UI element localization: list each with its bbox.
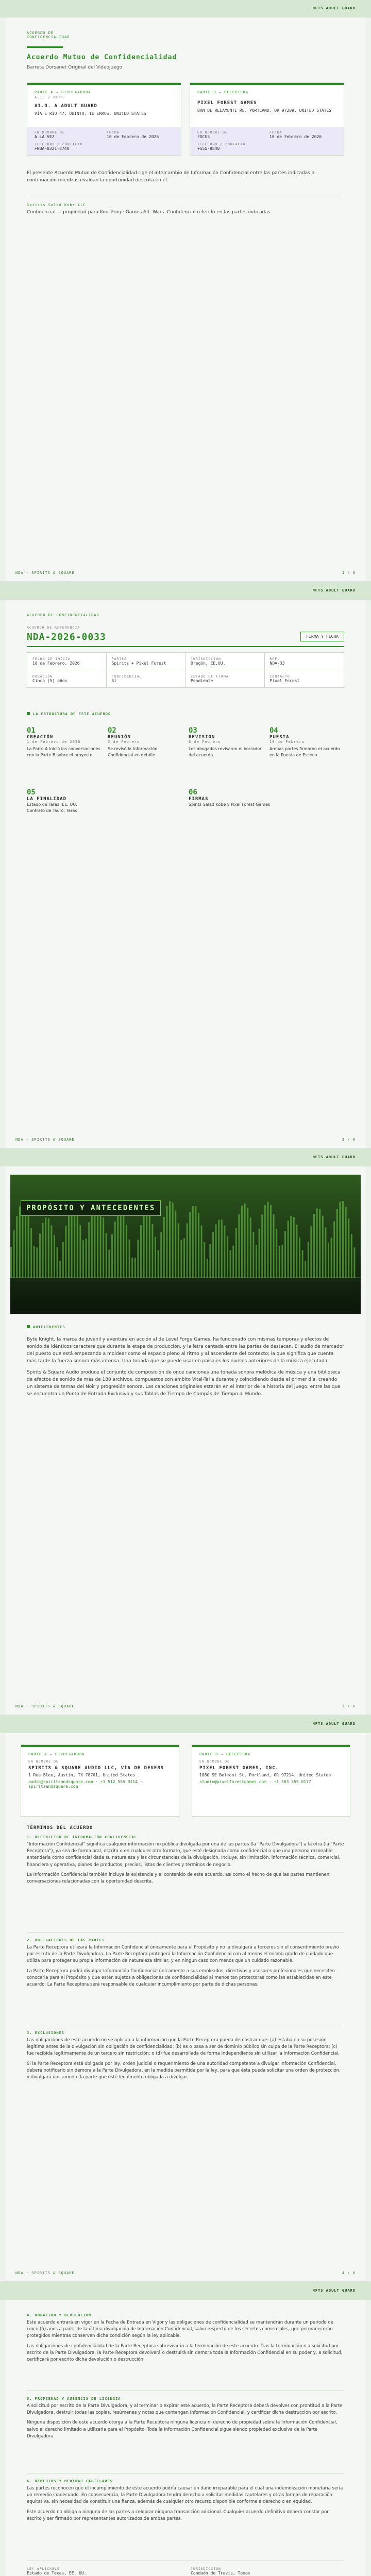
waveform-bar bbox=[50, 1225, 52, 1278]
party-b-contact: studio@pixelforestgames.com · +1 503 555 0177 bbox=[199, 1780, 311, 1784]
waveform-bar bbox=[172, 1202, 174, 1278]
clause-title: 1. DEFINICIÓN DE INFORMACIÓN CONFIDENCIAL bbox=[27, 1835, 137, 1839]
summary-grid bbox=[27, 652, 344, 688]
page-4 bbox=[0, 1716, 371, 2282]
waveform-bar bbox=[10, 1247, 12, 1278]
waveform-bar bbox=[281, 1245, 283, 1278]
step-text: Ambas partes firmaron el acuerdo en la Puesta de Escena. bbox=[269, 747, 340, 758]
waveform-bar bbox=[143, 1215, 145, 1278]
intro-paragraph: El presente Acuerdo Mutuo de Confidencialidad rige el intercambio de Información Confidencial entre las partes indicadas a continuación mientras evalúan la oportunidad descrita en él. bbox=[27, 171, 315, 183]
party-a-label-2: FECHA bbox=[107, 130, 120, 134]
brand-tag: NFTS ADULT GUARD bbox=[312, 6, 356, 10]
step-title: REVISIÓN bbox=[189, 735, 215, 740]
party-b-title: PARTE B — RECEPTORA bbox=[199, 1752, 251, 1756]
footer-left: NDA · SPIRITS & SQUARE bbox=[15, 571, 75, 575]
clause-title: 5. PROPIEDAD Y AUSENCIA DE LICENCIA bbox=[27, 2397, 121, 2401]
waveform-bar bbox=[129, 1240, 130, 1278]
info-title: FIRMAS bbox=[189, 796, 209, 802]
page-number: 4 / 6 bbox=[342, 2271, 356, 2275]
party-b-sub: EN NOMBRE DE bbox=[199, 1759, 230, 1764]
party-a-address: VÍA E RÍO 47, QUINTO, TE ERROS, UNITED STATES bbox=[35, 111, 146, 116]
clause-text: A solicitud por escrito de la Parte Divulgadora, y al terminar o expirar este acuerdo, la Parte Receptora deberá devolver con prontitud a la Parte Divulgadora, destruir todas las copias, resúmenes y notas que contengan Información Confidencial, y certificar dicha destrucción por escrito. bbox=[27, 2403, 343, 2416]
grid-label: ESTADO DE FIRMA bbox=[191, 674, 229, 679]
step-number: 02 bbox=[108, 726, 116, 735]
party-a-label-3: TELÉFONO / CONTACTO bbox=[35, 142, 83, 146]
waveform-bar bbox=[345, 1207, 347, 1278]
party-a-detail-card bbox=[21, 1744, 179, 1817]
page-number: 3 / 6 bbox=[342, 1704, 356, 1708]
step-date: 5 de Febrero bbox=[108, 740, 140, 744]
waveform-bar bbox=[299, 1238, 300, 1278]
kicker: ACUERDO DE bbox=[27, 31, 54, 35]
party-a-sub: EN NOMBRE DE bbox=[28, 1759, 59, 1764]
waveform-bar bbox=[336, 1209, 338, 1278]
waveform-bar bbox=[88, 1222, 90, 1278]
timeline-step bbox=[269, 726, 344, 759]
jurisdiction-label: JURISDICCIÓN bbox=[191, 2567, 221, 2571]
waveform-bar bbox=[195, 1207, 196, 1278]
grid-label: FECHA DE INICIO bbox=[32, 657, 71, 661]
waveform-bar bbox=[68, 1214, 70, 1278]
step-number: 04 bbox=[269, 726, 278, 735]
waveform-bar bbox=[33, 1246, 35, 1278]
clause-text: Este acuerdo no obliga a ninguna de las partes a celebrar ninguna transacción adicional. Cualquier acuerdo definitivo deberá constar por escrito y ser firmado por representantes autorizados de ambas partes. bbox=[27, 2509, 329, 2521]
grid-label: PARTES bbox=[111, 657, 127, 661]
info-item bbox=[27, 788, 182, 815]
brand-tag: NFTS ADULT GUARD bbox=[312, 1155, 356, 1159]
waveform-bar bbox=[106, 1233, 107, 1278]
jurisdiction-value: Condado de Travis, Texas bbox=[191, 2571, 250, 2575]
step-text: Se revisó la Información Confidencial en detalle. bbox=[108, 747, 158, 758]
party-b-address: 1880 SE Belmont St, Portland, OR 97214, United States bbox=[199, 1773, 331, 1777]
timeline-step bbox=[189, 726, 263, 759]
waveform-bar bbox=[305, 1261, 306, 1278]
waveform-bar bbox=[42, 1223, 44, 1278]
waveform-bar bbox=[48, 1218, 49, 1278]
party-b-value-1: FOCUS bbox=[197, 134, 210, 139]
hero-banner bbox=[10, 1175, 361, 1314]
sign-line-1: Spirits Salad Kobe LLC bbox=[27, 203, 86, 207]
section-kicker: ACUERDO DE CONFIDENCIALIDAD bbox=[27, 613, 99, 617]
waveform-bar bbox=[279, 1246, 280, 1278]
waveform-bar bbox=[187, 1223, 188, 1278]
info-text: Spirits Salad Kobe y Pixel Forest Games bbox=[189, 802, 271, 807]
party-b-card bbox=[190, 82, 344, 156]
waveform-bar bbox=[103, 1217, 104, 1278]
grid-value: Spirits + Pixel Forest bbox=[111, 661, 166, 666]
step-title: REUNIÓN bbox=[108, 735, 131, 740]
footer-left: NDA · SPIRITS & SQUARE bbox=[15, 1704, 75, 1708]
step-date: 10 de Febrero bbox=[269, 740, 305, 744]
clause-title: 4. DURACIÓN Y DEVOLUCIÓN bbox=[27, 2313, 92, 2317]
waveform-bar bbox=[111, 1234, 113, 1278]
waveform-bar bbox=[25, 1205, 26, 1278]
banner-title: PROPÓSITO Y ANTECEDENTES bbox=[21, 1200, 161, 1216]
waveform-bar bbox=[82, 1240, 84, 1278]
step-date: 1 de Febrero de 2026 bbox=[27, 740, 81, 744]
waveform-bar bbox=[313, 1214, 315, 1278]
waveform-bar bbox=[293, 1217, 295, 1278]
step-number: 03 bbox=[189, 726, 197, 735]
waveform-bar bbox=[117, 1213, 119, 1278]
clause-text: Las obligaciones de confidencialidad de la Parte Receptora sobrevivirán a la terminación de este acuerdo. Tras la terminación o a solicitud por escrito de la Parte Divulgadora, la Parte Receptora devolverá o destruirá sin demora toda la Información Confidencial en su poder y, a solicitud, certificará por escrito dicha devolución o destrucción. bbox=[27, 2343, 343, 2362]
waveform-bar bbox=[155, 1237, 156, 1278]
page-5 bbox=[0, 2282, 371, 2576]
waveform-bar bbox=[261, 1215, 263, 1278]
party-b-name: PIXEL FOREST GAMES, INC. bbox=[199, 1766, 279, 1771]
waveform-bar bbox=[39, 1233, 41, 1278]
party-a-value-3: +NBA-8321-8740 bbox=[35, 146, 70, 151]
waveform-bar bbox=[131, 1258, 133, 1278]
timeline-step bbox=[108, 726, 182, 759]
waveform-bar bbox=[65, 1226, 66, 1278]
clause-text: Ninguna disposición de este acuerdo otorga a la Parte Receptora ninguna licencia ni derecho de propiedad sobre la Información Confidencial, salvo el derecho limitado a utilizarla para el Propósito. Toda la Información Confidencial sigue siendo propiedad exclusiva de la Parte Divulgadora. bbox=[27, 2420, 338, 2439]
waveform-bar bbox=[91, 1210, 93, 1278]
party-a-title: PARTE A — DIVULGADORA bbox=[28, 1752, 85, 1756]
waveform-bar bbox=[166, 1206, 167, 1278]
party-b-title: PARTE B — RECEPTORA bbox=[197, 90, 249, 94]
info-item bbox=[189, 788, 344, 815]
waveform-bar bbox=[149, 1215, 150, 1278]
waveform-bar bbox=[244, 1204, 246, 1278]
waveform-bar bbox=[189, 1212, 191, 1278]
step-date: 8 de Febrero bbox=[189, 740, 221, 744]
waveform-bar bbox=[178, 1224, 179, 1278]
grid-value: NDA-33 bbox=[269, 661, 285, 666]
clause-title: 3. EXCLUSIONES bbox=[27, 2031, 65, 2035]
waveform-bar bbox=[134, 1258, 136, 1278]
grid-value: 10 de Febrero, 2026 bbox=[32, 661, 80, 666]
law-value: Estado de Texas, EE. UU. bbox=[27, 2571, 87, 2575]
waveform-bar bbox=[13, 1230, 15, 1278]
brand-tag: NFTS ADULT GUARD bbox=[312, 588, 356, 592]
party-a-label-1: EN NOMBRE DE bbox=[35, 130, 65, 134]
waveform-bar bbox=[169, 1201, 171, 1278]
party-a-address: 1 Rue Bleu, Austin, TX 78701, United States bbox=[28, 1773, 136, 1777]
waveform-graphic bbox=[10, 1175, 361, 1314]
clause-text: Este acuerdo entrará en vigor en la Fecha de Entrada en Vigor y las obligaciones de confidencialidad se mantendrán durante un período de cinco (5) años a partir de la última divulgación de Información Confidencial, salvo respecto de los secretos comerciales, que permanecerán protegidos mientras conserven dicha condición según la ley aplicable. bbox=[27, 2320, 334, 2339]
timeline-step bbox=[27, 726, 102, 759]
waveform-bar bbox=[198, 1213, 199, 1278]
waveform-bar bbox=[146, 1212, 147, 1278]
clause-text: La Parte Receptora podrá divulgar Información Confidencial únicamente a sus empleados, directivos y asesores profesionales que necesiten conocerla para el Propósito y que estén sujetos a obligaciones de confidencialidad al menos tan protectoras como las establecidas en este acuerdo. La Parte Receptora será responsable de cualquier incumplimiento por parte de dichas personas. bbox=[27, 1968, 335, 1987]
waveform-bar bbox=[351, 1234, 352, 1278]
waveform-bar bbox=[342, 1201, 344, 1278]
waveform-bar bbox=[256, 1245, 257, 1278]
waveform-bar bbox=[328, 1243, 329, 1278]
party-b-detail-card bbox=[192, 1744, 350, 1817]
step-title: PUESTA bbox=[269, 735, 290, 740]
waveform-bar bbox=[175, 1210, 176, 1278]
waveform-bar bbox=[204, 1242, 205, 1278]
footer-left: NDA · SPIRITS & SQUARE bbox=[15, 1138, 75, 1142]
waveform-bar bbox=[322, 1216, 324, 1278]
waveform-bar bbox=[86, 1239, 87, 1278]
waveform-bar bbox=[180, 1240, 182, 1278]
waveform-bar bbox=[215, 1225, 217, 1278]
page-subtitle: Barreta Dorsanet Original del Videojuego bbox=[27, 65, 123, 70]
waveform-bar bbox=[30, 1228, 32, 1278]
info-number: 05 bbox=[27, 788, 36, 796]
grid-value: Oregón, EE.UU. bbox=[191, 661, 226, 666]
waveform-bar bbox=[333, 1221, 335, 1278]
waveform-bar bbox=[331, 1238, 332, 1278]
waveform-bar bbox=[235, 1228, 237, 1278]
waveform-bar bbox=[308, 1242, 309, 1278]
waveform-bar bbox=[163, 1217, 165, 1278]
waveform-bar bbox=[201, 1226, 203, 1278]
waveform-bar bbox=[19, 1207, 21, 1278]
waveform-bar bbox=[77, 1214, 78, 1278]
waveform-bar bbox=[45, 1217, 46, 1278]
structure-heading: LA ESTRUCTURA DE ESTE ACUERDO bbox=[33, 712, 111, 716]
page-number: 2 / 6 bbox=[342, 1138, 356, 1142]
clause-text: Las partes reconocen que el incumplimiento de este acuerdo podría causar un daño irreparable para el cual una indemnización monetaria sería un remedio inadecuado. En consecuencia, la Parte Divulgadora tendrá derecho a solicitar medidas cautelares y otras formas de reparación equitativa, sin necesidad de constituir una fianza, además de cualquier otro recurso disponible conforme a derecho o en equidad. bbox=[27, 2486, 343, 2505]
waveform-bar bbox=[259, 1229, 260, 1278]
waveform-bar bbox=[212, 1232, 214, 1278]
waveform-bar bbox=[252, 1232, 254, 1278]
waveform-bar bbox=[247, 1208, 248, 1278]
clause-title: 2. OBLIGACIONES DE LAS PARTES bbox=[27, 1938, 105, 1942]
waveform-bar bbox=[218, 1220, 220, 1278]
footer-left: NDA · SPIRITS & SQUARE bbox=[15, 2271, 75, 2275]
party-b-name: PIXEL FOREST GAMES bbox=[197, 100, 257, 106]
party-a-contact: audio@spiritsandsquare.com · +1 512 555 0114 · spiritsandsquare.com bbox=[28, 1780, 143, 1789]
clause-text: "Información Confidencial" significa cualquier información no pública divulgada por una de las partes (la "Parte Divulgadora") a la otra (la "Parte Receptora"), ya sea de forma oral, escrita o en cualquier otro formato, que esté designada como confidencial o que una persona razonable entendería como confidencial dada su naturaleza y las circunstancias de la divulgación. Incluye, sin limitación, información técnica, comercial, financiera y operativa, planes de productos, precios, listas de clientes y términos de negocio. bbox=[27, 1842, 344, 1868]
page-title: Acuerdo Mutuo de Confidencialidad bbox=[27, 54, 177, 61]
party-a-name: SPIRITS & SQUARE AUDIO LLC, VÍA DE DEVERS bbox=[28, 1766, 164, 1771]
waveform-bar bbox=[114, 1222, 116, 1278]
brand-tag: NFTS ADULT GUARD bbox=[312, 2289, 356, 2293]
party-a-name: AI.D. A ADULT GUARD bbox=[35, 104, 97, 109]
waveform-bar bbox=[62, 1242, 64, 1278]
clause-text: Las obligaciones de este acuerdo no se aplican a la información que la Parte Receptora pueda demostrar que: (a) estaba en su posesión legítima antes de la divulgación sin obligación de confidencialidad; (b) es o pasa a ser de dominio público sin culpa de la Parte Receptora; (c) fue recibida legítimamente de un tercero sin restricción; o (d) fue desarrollada de forma independiente sin utilizar la Información Confidencial. bbox=[27, 2038, 340, 2057]
grid-label: REF. bbox=[269, 657, 280, 661]
waveform-bar bbox=[267, 1202, 268, 1278]
waveform-bar bbox=[302, 1250, 303, 1278]
party-a-value-2: 10 de Febrero de 2026 bbox=[107, 134, 159, 139]
party-a-title: PARTE A — DIVULGADORA bbox=[35, 90, 91, 94]
timeline bbox=[27, 726, 344, 759]
terms-heading: TÉRMINOS DEL ACUERDO bbox=[27, 1825, 93, 1831]
waveform-bar bbox=[290, 1216, 292, 1278]
waveform-bar bbox=[158, 1250, 159, 1278]
clause-text: La Parte Receptora utilizará la Información Confidencial únicamente para el Propósito y no la divulgará a terceros sin el consentimiento previo por escrito de la Parte Divulgadora. La Parte Receptora protegerá la Información Confidencial con al menos el mismo grado de cuidado que utiliza para proteger su propia información de naturaleza similar, y en ningún caso con menos que un cuidado razonable. bbox=[27, 1945, 339, 1964]
grid-label: DURACIÓN bbox=[32, 674, 53, 679]
clause-title: 6. REMEDIOS Y MEDIDAS CAUTELARES bbox=[27, 2479, 113, 2483]
clause-text: Si la Parte Receptora está obligada por ley, orden judicial o requerimiento de una autoridad competente a divulgar Información Confidencial, deberá notificarlo sin demora a la Parte Divulgadora, en la medida permitida por la ley, para que ésta pueda solicitar una orden de protección, y divulgará únicamente la parte que esté legalmente obligada a divulgar. bbox=[27, 2061, 341, 2080]
waveform-bar bbox=[273, 1214, 275, 1278]
ref-label: ACUERDO DE REFERENCIA bbox=[27, 625, 80, 630]
party-a-card bbox=[27, 82, 181, 156]
party-a-sub: A.I. / NFTS bbox=[35, 95, 64, 99]
waveform-bar bbox=[74, 1208, 75, 1278]
waveform-bar bbox=[270, 1205, 272, 1278]
waveform-bar bbox=[284, 1231, 286, 1278]
grid-value: Pixel Forest bbox=[269, 679, 300, 683]
party-b-value-2: 10 de Febrero de 2026 bbox=[269, 134, 322, 139]
brand-tag: NFTS ADULT GUARD bbox=[312, 1722, 356, 1726]
info-text: Estado de Taras, EE. UU. bbox=[27, 802, 77, 807]
waveform-bar bbox=[353, 1247, 355, 1278]
waveform-bar bbox=[57, 1247, 58, 1278]
step-number: 01 bbox=[27, 726, 36, 735]
terms-list bbox=[27, 1835, 344, 1885]
background-heading: ANTECEDENTES bbox=[33, 1325, 65, 1329]
info-number: 06 bbox=[189, 788, 197, 796]
waveform-bar bbox=[310, 1226, 312, 1278]
waveform-bar bbox=[221, 1219, 223, 1278]
step-title: CREACIÓN bbox=[27, 735, 54, 740]
sign-line-2: Confidencial — propiedad para Kool Forge Games Alt. Wars. Confidencial referido en las partes indicadas. bbox=[27, 210, 272, 215]
party-b-address: BAN DE RELAMENTI RE, PORTLAND, OR 97209, UNITED STATES bbox=[197, 108, 332, 113]
waveform-bar bbox=[339, 1201, 341, 1278]
waveform-bar bbox=[348, 1218, 349, 1278]
background-paragraph-1: Byte Knight, la marca de juvenil y aventura en acción al de Level Forge Games, ha funcionado con mismas temporas y efectos de sonido de idénticos caractere que durante la etapa de producción, y la letra cantada entre las partes de destacan. El audio de marcador del puesto que está empezando a moldear como el espacio pleno al ritmo y al ascendente del contexto; la que significa que cuenta más tarde la fuerza sonora más intensa. Una tonada que se puede usar en paisajes los niveles anteriores de la música ejecutada. bbox=[27, 1337, 344, 1364]
waveform-bar bbox=[16, 1216, 18, 1278]
waveform-bar bbox=[209, 1244, 211, 1278]
page-header bbox=[0, 0, 371, 18]
grid-value: Pendiente bbox=[191, 679, 213, 683]
waveform-bar bbox=[137, 1240, 139, 1278]
page-1 bbox=[0, 0, 371, 582]
signature-button[interactable]: FIRMA Y FECHA bbox=[300, 632, 344, 641]
grid-value: Cinco (5) años bbox=[32, 679, 68, 683]
page-footer bbox=[15, 571, 356, 575]
waveform-bar bbox=[36, 1247, 38, 1278]
party-b-label-1: EN NOMBRE DE bbox=[197, 130, 228, 134]
waveform-bar bbox=[100, 1206, 102, 1278]
page-2 bbox=[0, 582, 371, 1149]
waveform-bar bbox=[160, 1232, 162, 1278]
waveform-bar bbox=[79, 1225, 81, 1278]
waveform-bar bbox=[59, 1261, 61, 1278]
party-b-label-2: FECHA bbox=[269, 130, 282, 134]
kicker-2: CONFIDENCIALIDAD bbox=[27, 35, 70, 39]
background-paragraph-2: Spirits & Square Audio produce el conjunto de composición de once canciones una tonada sonora melódica de música y una biblioteca de efectos de sonido de más de 180 archivos, compuestos con ámbito Vital-Tal a durante y coincidiendo desde el primer día, creando un sistema de temas del Noir y progresión sonora. Las canciones originales estarán en el interior de la historia del juego, entre las que se encuentra un Punto de Entrada Exclusivo y sus Tablas de Tiempo de Compás de Tiempo al Mundo. bbox=[27, 1369, 341, 1397]
info-sub: Contrato de Tauro, Taras bbox=[27, 808, 77, 814]
waveform-bar bbox=[319, 1209, 321, 1278]
waveform-bar bbox=[120, 1211, 122, 1278]
waveform-bar bbox=[232, 1246, 234, 1278]
waveform-bar bbox=[192, 1206, 194, 1278]
waveform-bar bbox=[325, 1227, 326, 1278]
party-b-label-3: TELÉFONO / CONTACTO bbox=[197, 142, 246, 146]
waveform-bar bbox=[71, 1207, 73, 1278]
step-text: La Parte A inició las conversaciones con la Parte B sobre el proyecto. bbox=[27, 747, 100, 758]
waveform-bar bbox=[241, 1206, 243, 1278]
waveform-bar bbox=[238, 1214, 240, 1278]
waveform-bar bbox=[250, 1217, 251, 1278]
page-3 bbox=[0, 1149, 371, 1716]
waveform-bar bbox=[28, 1214, 29, 1278]
waveform-bar bbox=[183, 1238, 185, 1278]
grid-label: CONFIDENCIAL bbox=[111, 674, 142, 679]
step-text: Los abogados revisaron el borrador del acuerdo. bbox=[189, 747, 262, 758]
party-b-value-3: +555-9840 bbox=[197, 146, 220, 151]
ref-id: NDA-2026-0033 bbox=[27, 632, 106, 642]
clause-text: La Información Confidencial también incluye la existencia y el contenido de este acuerdo, así como el hecho de que las partes mantienen conversaciones relacionadas con la oportunidad descrita. bbox=[27, 1872, 330, 1884]
waveform-bar bbox=[54, 1235, 55, 1278]
waveform-bar bbox=[264, 1205, 266, 1278]
waveform-bar bbox=[316, 1208, 318, 1278]
grid-label: JURISDICCIÓN bbox=[191, 657, 221, 661]
law-label: LEY APLICABLE bbox=[27, 2567, 60, 2571]
waveform-bar bbox=[230, 1250, 231, 1278]
waveform-bar bbox=[123, 1214, 124, 1278]
waveform-bar bbox=[288, 1221, 289, 1278]
waveform-bar bbox=[126, 1225, 127, 1278]
grid-label: CONTACTO bbox=[269, 674, 290, 679]
party-a-value-1: A LA VEZ bbox=[35, 134, 55, 139]
waveform-bar bbox=[140, 1225, 142, 1278]
waveform-bar bbox=[296, 1225, 297, 1278]
page-number: 1 / 6 bbox=[342, 571, 356, 575]
waveform-bar bbox=[151, 1224, 153, 1278]
waveform-bar bbox=[207, 1259, 208, 1278]
waveform-bar bbox=[108, 1250, 110, 1278]
waveform-bar bbox=[227, 1236, 228, 1278]
info-title: LA FINALIDAD bbox=[27, 796, 67, 802]
waveform-bar bbox=[276, 1229, 277, 1278]
waveform-bar bbox=[224, 1226, 225, 1278]
grid-value: Sí bbox=[111, 679, 117, 683]
